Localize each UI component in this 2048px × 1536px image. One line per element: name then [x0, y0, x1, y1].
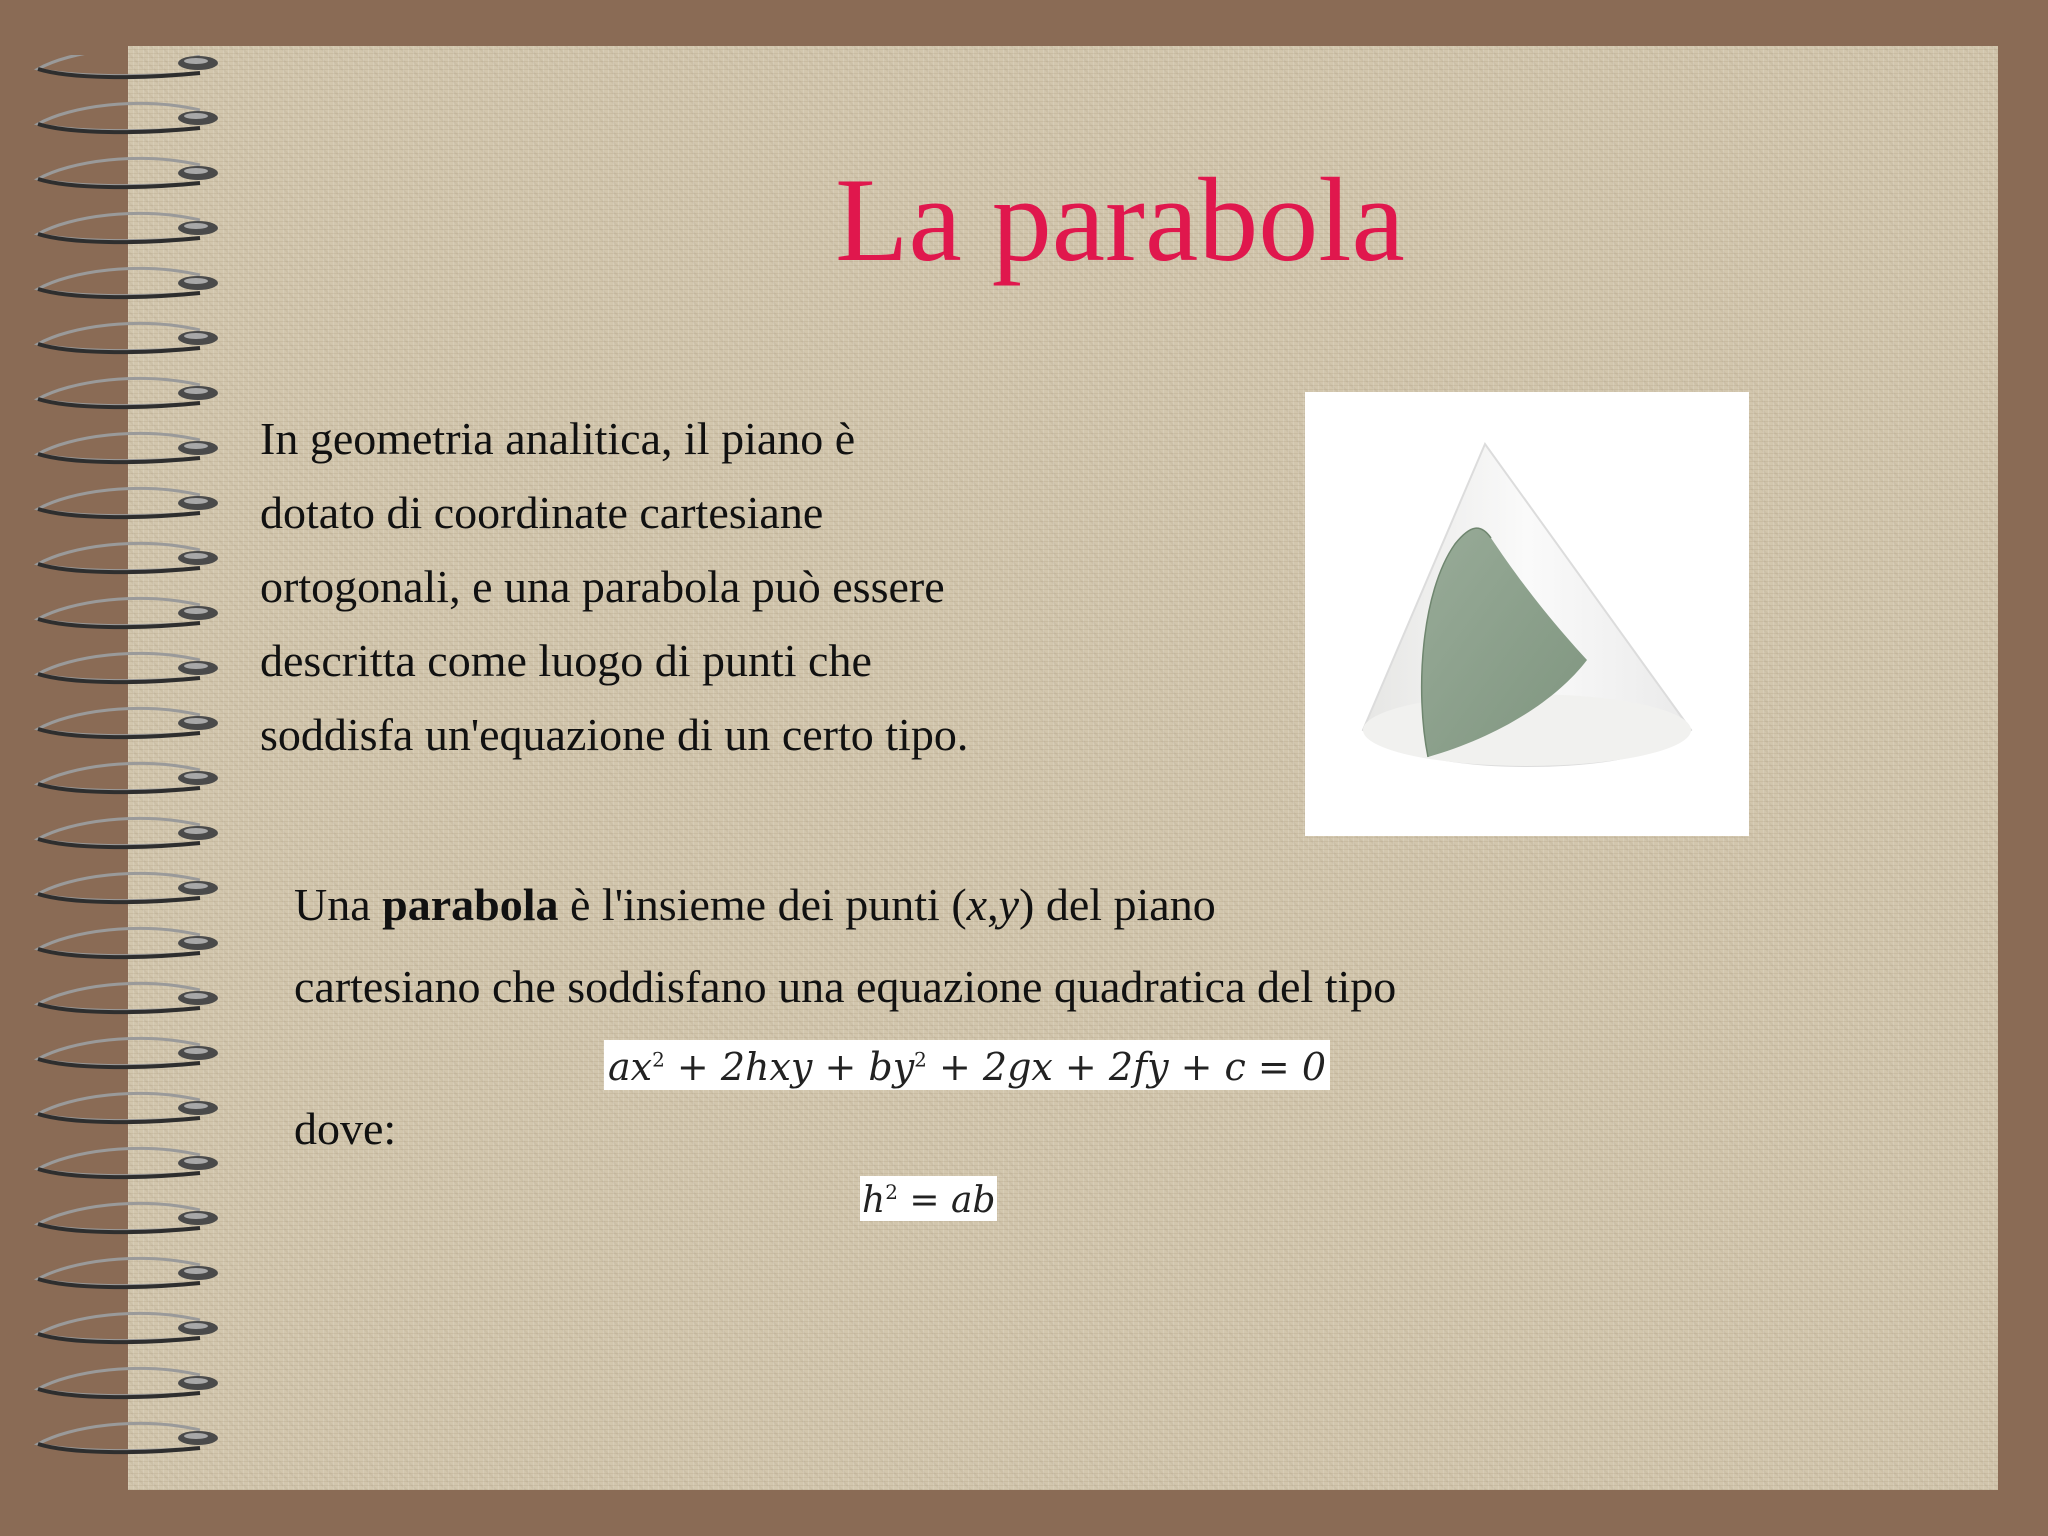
- intro-line: In geometria analitica, il piano è: [260, 413, 856, 464]
- cone-parabolic-section-icon: [1305, 392, 1749, 836]
- variable-x: x: [966, 879, 988, 930]
- formula-part: = ab: [897, 1180, 996, 1221]
- formula-part: + 2hxy + by: [664, 1045, 915, 1089]
- formula-part: h: [862, 1180, 886, 1221]
- definition-term: parabola: [382, 879, 559, 930]
- condition-equation: [860, 1176, 997, 1221]
- formula-exponent: 2: [652, 1047, 665, 1072]
- intro-line: ortogonali, e una parabola può essere: [260, 561, 945, 612]
- formula-part: + 2gx + 2fy + c = 0: [926, 1045, 1326, 1089]
- definition-line-2: cartesiano che soddisfano una equazione quadratica del tipo: [294, 961, 1397, 1012]
- definition-text: Una: [294, 879, 383, 930]
- intro-line: descritta come luogo di punti che: [260, 635, 872, 686]
- intro-line: soddisfa un'equazione di un certo tipo.: [260, 709, 969, 760]
- definition-text: ) del piano: [1019, 879, 1216, 930]
- definition-text: è l'insieme dei punti (: [558, 879, 967, 930]
- cone-image: [1305, 392, 1749, 836]
- where-label: dove:: [294, 1103, 397, 1154]
- formula-part: ax: [608, 1045, 653, 1089]
- definition-paragraph: [294, 864, 1594, 1028]
- variable-y: y: [998, 879, 1019, 930]
- quadratic-equation: [604, 1040, 1330, 1090]
- spiral-binding-icon: [30, 55, 230, 1495]
- slide-title: La parabola: [835, 153, 1405, 286]
- formula-exponent: 2: [914, 1047, 927, 1072]
- intro-paragraph: [260, 402, 1120, 772]
- formula-exponent: 2: [885, 1180, 898, 1204]
- definition-text: ,: [987, 879, 999, 930]
- definition-line-1: [294, 864, 1594, 946]
- intro-line: dotato di coordinate cartesiane: [260, 487, 824, 538]
